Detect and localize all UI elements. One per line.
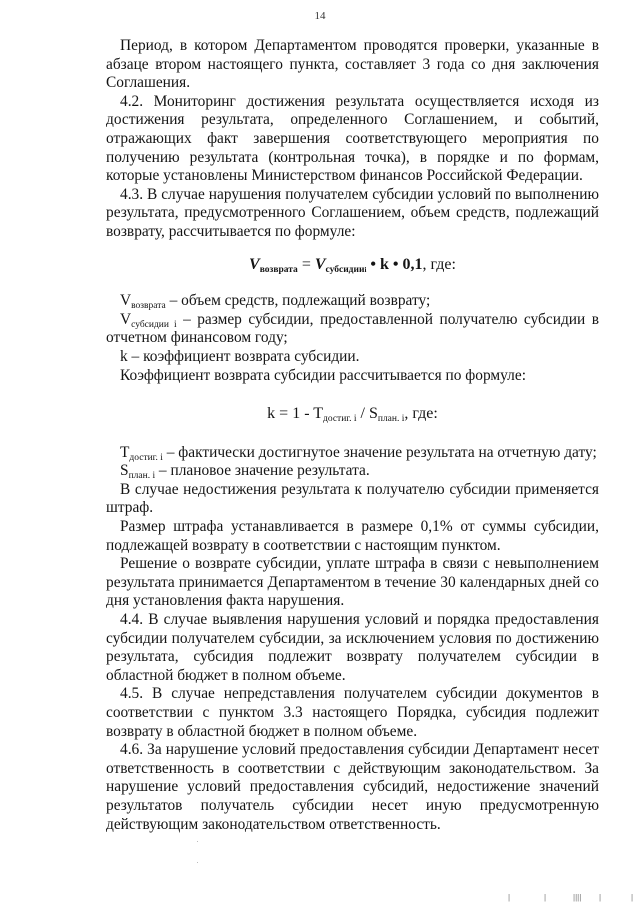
- edge-mark: |: [508, 893, 511, 902]
- paragraph-inspection-period: Период, в котором Департаментом проводятся проверки, указанные в абзаце втором настоящего пункта, составляет 3 года со дня заключения Соглашения.: [106, 37, 599, 92]
- coefficient-intro: Коэффициент возврата субсидии рассчитывается по формуле:: [120, 366, 526, 384]
- formula-v-subscript: возврата: [259, 264, 298, 275]
- paragraph-4-5: 4.5. В случае непредставления получателем субсидии документов в соответствии с пунктом 3.3 настоящего Порядка, субсидия подлежит возврату в областной бюджет в полном объеме.: [106, 685, 599, 740]
- paragraph-4-4: 4.4. В случае выявления нарушения условий и порядка предоставления субсидии получателем субсидии, за исключением условия по достижению результата, субсидия подлежит возврату получателем субсидии в областной бюджет в полном объеме.: [106, 611, 599, 684]
- edge-mark: |: [631, 893, 634, 902]
- formula-where: , где:: [422, 255, 456, 273]
- paragraph-refund-decision: Решение о возврате субсидии, уплате штрафа в связи с невыполнением результата принимается Департаментом в течение 30 календарных дней со дня установления факта нарушения.: [106, 555, 599, 610]
- edge-mark: ||||: [573, 893, 582, 902]
- scan-speck: [197, 862, 198, 863]
- formula-v2-index: i: [364, 265, 367, 274]
- paragraph-4-3: 4.3. В случае нарушения получателем субсидии условий по выполнению результата, предусмотренного Соглашением, объем средств, подлежащий возврату, рассчитывается по формуле:: [106, 185, 599, 240]
- page-number: 14: [314, 10, 326, 22]
- paragraph-4-2: 4.2. Мониторинг достижения результата осуществляется исходя из достижения результата, определенного Соглашением, и событий, отражающих факт завершения соответствующего мероприятия по получению результата (контрольная точка), в порядке и по формам, которые установлены Министерством финансов Российской Федерации.: [106, 92, 599, 185]
- edge-mark: |: [599, 893, 602, 902]
- formula-coefficient: $k = 1 - T_{достиг. i} / S_{план. i}$, где:: [267, 405, 438, 425]
- formula-equals: =: [297, 255, 315, 273]
- paragraph-4-6: 4.6. За нарушение условий предоставления субсидии Департамент несет ответственность в соответствии с действующим законодательством. За нарушение условий предоставления субсидий, недостижение значений результатов получатель субсидии несет иную предусмотренную действующим законодательством ответственность.: [106, 741, 599, 833]
- definition-v-refund: $V_{возврата}$ – объем средств, подлежащий возврату;: [120, 292, 431, 312]
- definition-k: k – коэффициент возврата субсидии.: [120, 347, 360, 365]
- paragraph-penalty: В случае недостижения результата к получателю субсидии применяется штраф.: [106, 480, 599, 517]
- formula-v2-symbol: V: [314, 255, 326, 273]
- definition-v-subsidy: $V_{субсидии i}$ – размер субсидии, предоставленной получателю субсидии в отчетном финансовом году;: [106, 310, 599, 347]
- definition-s-planned: $S_{план. i}$ – плановое значение результата.: [120, 462, 370, 482]
- definition-t-achieved: $T_{достиг. i}$ – фактически достигнутое значение результата на отчетную дату;: [120, 443, 597, 463]
- edge-mark: |: [544, 893, 547, 902]
- formula-v-symbol: V: [249, 255, 260, 273]
- scan-edge-marks: [0, 893, 640, 903]
- document-body: [106, 37, 599, 834]
- formula-tail: • k • 0,1: [366, 255, 423, 273]
- formula-refund-volume: [106, 256, 599, 275]
- scan-speck: [197, 841, 198, 842]
- formula-v2-subscript: субсидииi: [325, 264, 367, 275]
- paragraph-penalty-size: Размер штрафа устанавливается в размере 0,1% от суммы субсидии, подлежащей возврату в соответствии с настоящим пунктом.: [106, 518, 599, 554]
